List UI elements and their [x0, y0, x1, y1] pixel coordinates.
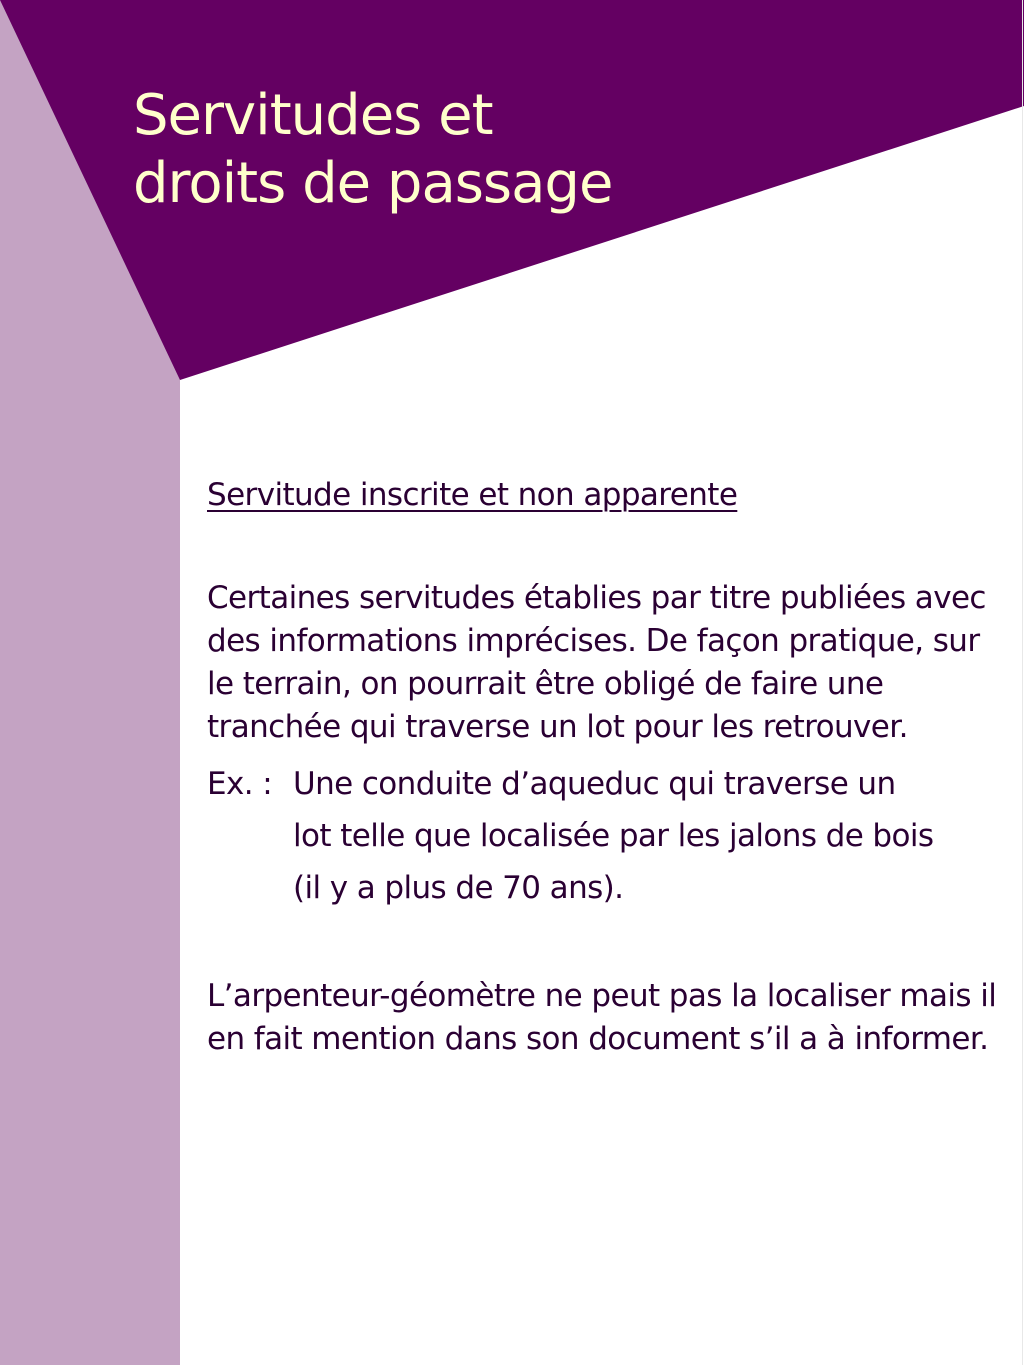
example-line-3: (il y a plus de 70 ans). — [293, 870, 624, 906]
example-line-1: Une conduite d’aqueduc qui traverse un — [293, 766, 896, 802]
example-block — [207, 758, 1007, 914]
conclusion-paragraph: L’arpenteur-géomètre ne peut pas la localiser mais il en fait mention dans son document s’il a à informer. — [207, 978, 997, 1057]
section-subtitle: Servitude inscrite et non apparente — [207, 477, 738, 513]
slide-title-line-1: Servitudes et — [133, 83, 493, 148]
slide-title — [133, 82, 612, 218]
slide-title-line-2: droits de passage — [133, 151, 613, 216]
example-first-row — [207, 758, 1007, 810]
description-paragraph: Certaines servitudes établies par titre publiées avec des informations imprécises. De façon pratique, sur le terrain, on pourrait être obligé de faire une tranchée qui traverse un lot pour les retrouver. — [207, 580, 986, 745]
content-body — [207, 474, 1007, 1061]
example-line-2: lot telle que localisée par les jalons de bois — [293, 818, 934, 854]
example-label: Ex. : — [207, 766, 273, 802]
